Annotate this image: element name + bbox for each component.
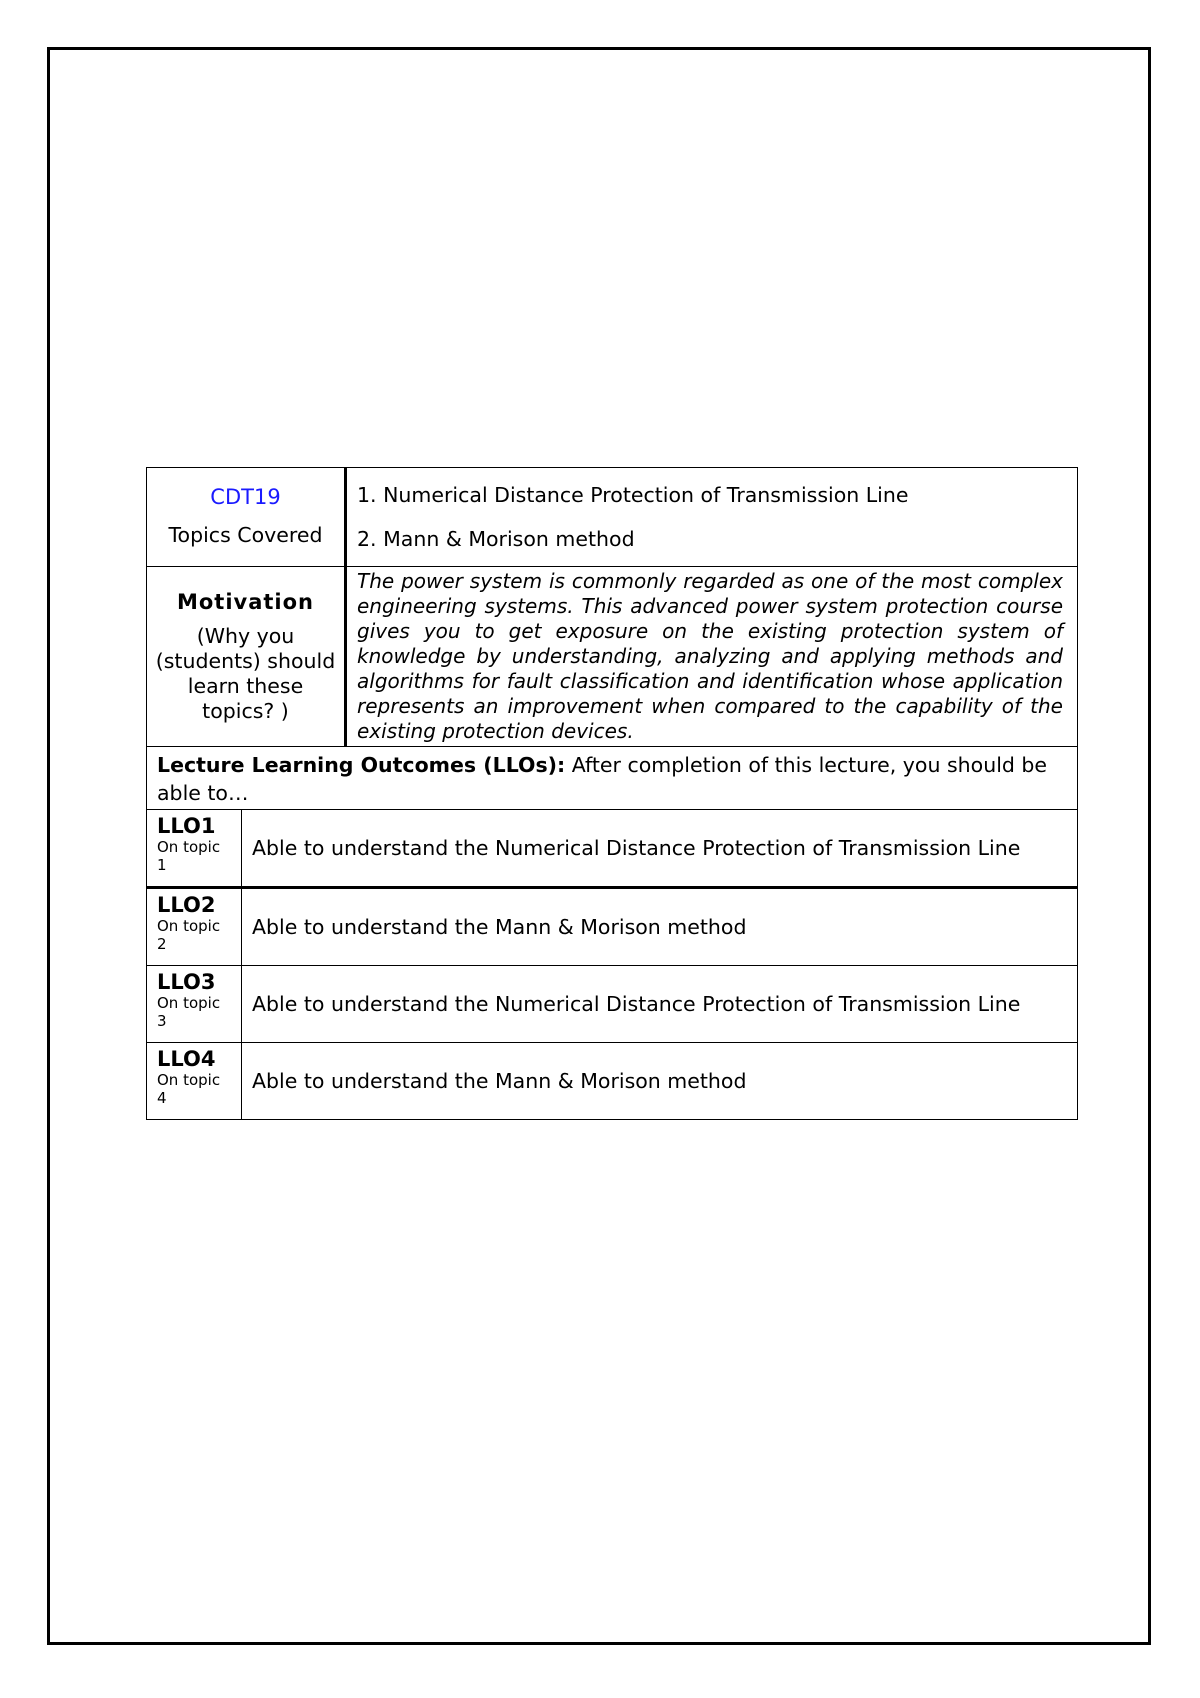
llo-topic: On topic 1 bbox=[157, 838, 221, 874]
llo-row bbox=[147, 888, 1078, 966]
llo-id: LLO2 bbox=[157, 893, 216, 917]
llo-label bbox=[147, 888, 242, 966]
code-cell bbox=[147, 468, 346, 567]
motivation-title: Motivation bbox=[176, 589, 315, 614]
llo-text: Able to understand the Numerical Distance Protection of Transmission Line bbox=[242, 810, 1078, 888]
llo-header bbox=[147, 747, 1078, 810]
llo-topic: On topic 4 bbox=[157, 1071, 221, 1107]
motivation-subtitle: (Why you (students) should learn these topics? ) bbox=[155, 623, 336, 723]
llo-text: Able to understand the Numerical Distance Protection of Transmission Line bbox=[242, 966, 1078, 1043]
llo-text: Able to understand the Mann & Morison method bbox=[242, 1043, 1078, 1120]
topic-item: 1. Numerical Distance Protection of Transmission Line bbox=[357, 483, 909, 507]
lecture-plan-table bbox=[146, 467, 1078, 1120]
llo-row bbox=[147, 810, 1078, 888]
llo-row bbox=[147, 1043, 1078, 1120]
motivation-text: The power system is commonly regarded as one of the most complex engineering systems. This advanced power system protection course gives you to get exposure on the existing protection system of knowledge by understanding, analyzing and applying methods and algorithms for fault classification and identification whose application represents an improvement when compared to the capability of the existing protection devices. bbox=[346, 567, 1078, 747]
llo-topic: On topic 3 bbox=[157, 994, 221, 1030]
llo-row bbox=[147, 966, 1078, 1043]
llo-label bbox=[147, 1043, 242, 1120]
cdt-code: CDT19 bbox=[210, 485, 281, 509]
motivation-label-cell bbox=[147, 567, 346, 747]
llo-id: LLO1 bbox=[157, 814, 216, 838]
llo-label bbox=[147, 810, 242, 888]
llo-header-title: Lecture Learning Outcomes (LLOs): bbox=[157, 753, 566, 777]
topic-item: 2. Mann & Morison method bbox=[357, 527, 635, 551]
llo-header-row bbox=[147, 747, 1078, 810]
llo-id: LLO4 bbox=[157, 1047, 216, 1071]
llo-topic: On topic 2 bbox=[157, 917, 221, 953]
llo-text: Able to understand the Mann & Morison method bbox=[242, 888, 1078, 966]
motivation-row bbox=[147, 567, 1078, 747]
llo-header-text: After completion of this lecture, you should be able to… bbox=[157, 753, 1048, 805]
llo-label bbox=[147, 966, 242, 1043]
topics-cell bbox=[346, 468, 1078, 567]
topics-row bbox=[147, 468, 1078, 567]
topics-covered-label: Topics Covered bbox=[168, 523, 323, 547]
llo-id: LLO3 bbox=[157, 970, 216, 994]
